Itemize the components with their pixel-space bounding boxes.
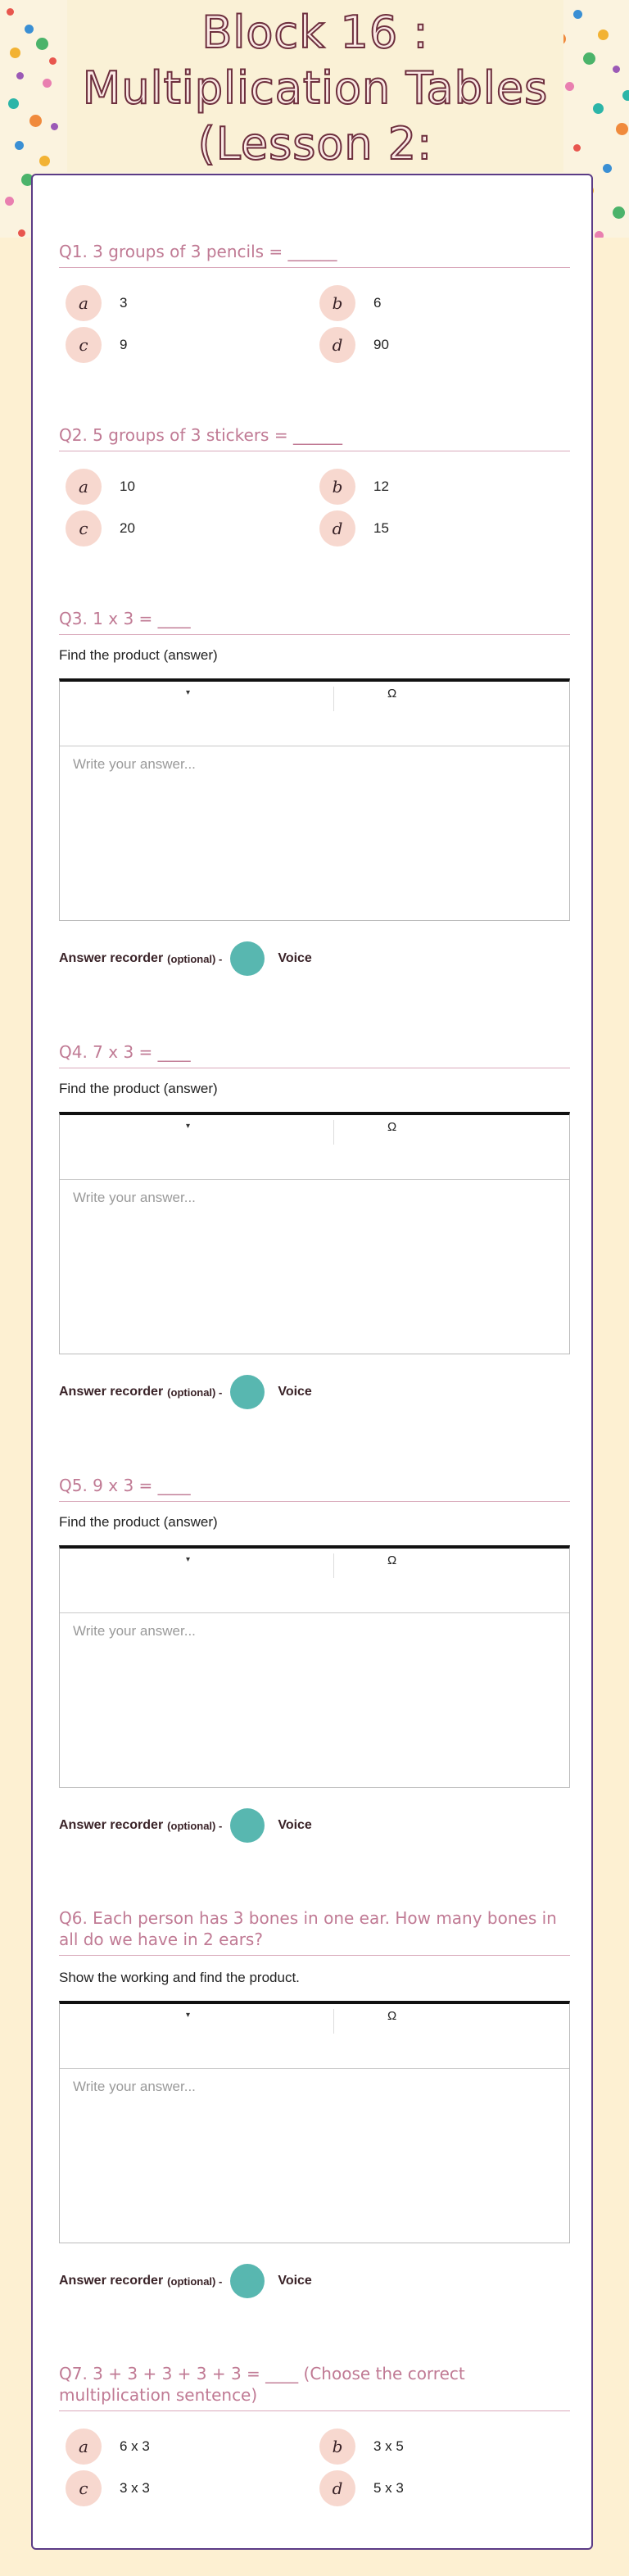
format-dropdown-icon[interactable]: ▾ [186, 1555, 191, 1564]
q1-option-d[interactable] [319, 327, 389, 363]
worksheet-card [31, 174, 593, 2550]
question-1-title: Q1. 3 groups of 3 pencils = ______ [59, 241, 570, 268]
special-character-icon[interactable]: Ω [387, 1120, 397, 1134]
q2-option-a[interactable] [66, 469, 135, 505]
toolbar-divider [333, 687, 334, 711]
confetti-dot [36, 38, 48, 50]
option-letter-b: b [319, 285, 355, 321]
option-letter-c: c [66, 327, 102, 363]
confetti-dot [18, 229, 25, 237]
editor-toolbar [60, 1549, 569, 1613]
option-letter-a: a [66, 469, 102, 505]
q2-option-b[interactable] [319, 469, 389, 505]
answer-input[interactable]: Write your answer... [73, 1190, 196, 1205]
question-7-title: Q7. 3 + 3 + 3 + 3 + 3 = ____ (Choose the correct multiplication sentence) [59, 2363, 570, 2411]
worksheet-title: Block 16 : Multiplication Tables (Lesson 2: [82, 7, 549, 170]
answer-input[interactable]: Write your answer... [73, 2079, 196, 2094]
option-value: 12 [373, 478, 389, 494]
q2-option-d[interactable] [319, 510, 389, 546]
q5-answer-editor [59, 1545, 570, 1788]
question-3-instruction: Find the product (answer) [59, 647, 218, 663]
confetti-dot [29, 115, 42, 127]
voice-label: Voice [278, 1818, 312, 1832]
confetti-dot [16, 72, 24, 79]
option-letter-a: a [66, 2429, 102, 2465]
confetti-dot [613, 66, 620, 73]
editor-toolbar [60, 2004, 569, 2069]
option-letter-d: d [319, 510, 355, 546]
confetti-dot [15, 141, 24, 150]
toolbar-divider [333, 1120, 334, 1145]
record-button[interactable] [230, 941, 265, 976]
recorder-optional-label: (optional) - [167, 2274, 223, 2288]
question-5-title: Q5. 9 x 3 = ____ [59, 1475, 570, 1502]
record-button[interactable] [230, 2264, 265, 2298]
toolbar-divider [333, 2009, 334, 2034]
option-value: 5 x 3 [373, 2480, 404, 2496]
q3-answer-editor [59, 678, 570, 921]
option-letter-c: c [66, 510, 102, 546]
special-character-icon[interactable]: Ω [387, 2009, 397, 2023]
confetti-dot [573, 144, 581, 152]
option-value: 9 [120, 337, 128, 352]
q2-option-c[interactable] [66, 510, 135, 546]
q1-option-a[interactable] [66, 285, 127, 321]
q4-answer-recorder [59, 1375, 312, 1409]
option-value: 3 [120, 295, 128, 311]
confetti-dot [25, 25, 34, 34]
confetti-dot [595, 231, 604, 238]
option-letter-c: c [66, 2470, 102, 2506]
q7-option-a[interactable] [66, 2429, 150, 2465]
editor-toolbar [60, 1115, 569, 1180]
confetti-dot [573, 10, 582, 19]
confetti-dot [49, 57, 57, 65]
format-dropdown-icon[interactable]: ▾ [186, 688, 191, 697]
confetti-dot [598, 29, 609, 40]
special-character-icon[interactable]: Ω [387, 687, 397, 701]
option-value: 90 [373, 337, 389, 352]
confetti-dot [7, 8, 14, 16]
confetti-dot [39, 156, 50, 166]
option-value: 3 x 5 [373, 2438, 404, 2454]
recorder-label: Answer recorder [59, 1818, 164, 1832]
recorder-optional-label: (optional) - [167, 1386, 223, 1399]
option-letter-d: d [319, 327, 355, 363]
option-letter-a: a [66, 285, 102, 321]
confetti-dot [622, 90, 629, 101]
confetti-dot [43, 79, 52, 88]
question-2-title: Q2. 5 groups of 3 stickers = ______ [59, 424, 570, 451]
question-4-instruction: Find the product (answer) [59, 1081, 218, 1096]
answer-input[interactable]: Write your answer... [73, 756, 196, 772]
recorder-label: Answer recorder [59, 951, 164, 965]
record-button[interactable] [230, 1375, 265, 1409]
recorder-label: Answer recorder [59, 1385, 164, 1399]
confetti-dot [616, 123, 628, 135]
voice-label: Voice [278, 951, 312, 965]
option-value: 10 [120, 478, 135, 494]
q7-option-b[interactable] [319, 2429, 404, 2465]
special-character-icon[interactable]: Ω [387, 1553, 397, 1567]
q1-option-b[interactable] [319, 285, 381, 321]
q7-option-c[interactable] [66, 2470, 150, 2506]
question-3-title: Q3. 1 x 3 = ____ [59, 608, 570, 635]
confetti-dot [613, 206, 625, 219]
format-dropdown-icon[interactable]: ▾ [186, 2011, 191, 2020]
toolbar-divider [333, 1553, 334, 1578]
option-value: 6 x 3 [120, 2438, 150, 2454]
question-6-title: Q6. Each person has 3 bones in one ear. How many bones in all do we have in 2 ears? [59, 1907, 570, 1956]
confetti-dot [603, 164, 612, 173]
answer-input[interactable]: Write your answer... [73, 1623, 196, 1639]
record-button[interactable] [230, 1808, 265, 1843]
option-value: 6 [373, 295, 382, 311]
voice-label: Voice [278, 1385, 312, 1399]
recorder-label: Answer recorder [59, 2274, 164, 2288]
confetti-dot [583, 52, 595, 65]
recorder-optional-label: (optional) - [167, 1819, 223, 1832]
q6-answer-editor [59, 2001, 570, 2243]
q6-answer-recorder [59, 2264, 312, 2298]
option-letter-b: b [319, 2429, 355, 2465]
option-value: 20 [120, 520, 135, 536]
question-5-instruction: Find the product (answer) [59, 1514, 218, 1530]
q4-answer-editor [59, 1112, 570, 1354]
confetti-dot [8, 98, 19, 109]
format-dropdown-icon[interactable]: ▾ [186, 1122, 191, 1131]
option-value: 15 [373, 520, 389, 536]
confetti-dot [593, 103, 604, 114]
question-4-title: Q4. 7 x 3 = ____ [59, 1041, 570, 1068]
option-letter-d: d [319, 2470, 355, 2506]
voice-label: Voice [278, 2274, 312, 2288]
option-letter-b: b [319, 469, 355, 505]
confetti-dot [10, 48, 20, 58]
q7-option-d[interactable] [319, 2470, 404, 2506]
question-6-instruction: Show the working and find the product. [59, 1970, 300, 1985]
q5-answer-recorder [59, 1808, 312, 1843]
option-value: 3 x 3 [120, 2480, 150, 2496]
editor-toolbar [60, 682, 569, 746]
q1-option-c[interactable] [66, 327, 127, 363]
recorder-optional-label: (optional) - [167, 952, 223, 965]
confetti-dot [5, 197, 14, 206]
q3-answer-recorder [59, 941, 312, 976]
